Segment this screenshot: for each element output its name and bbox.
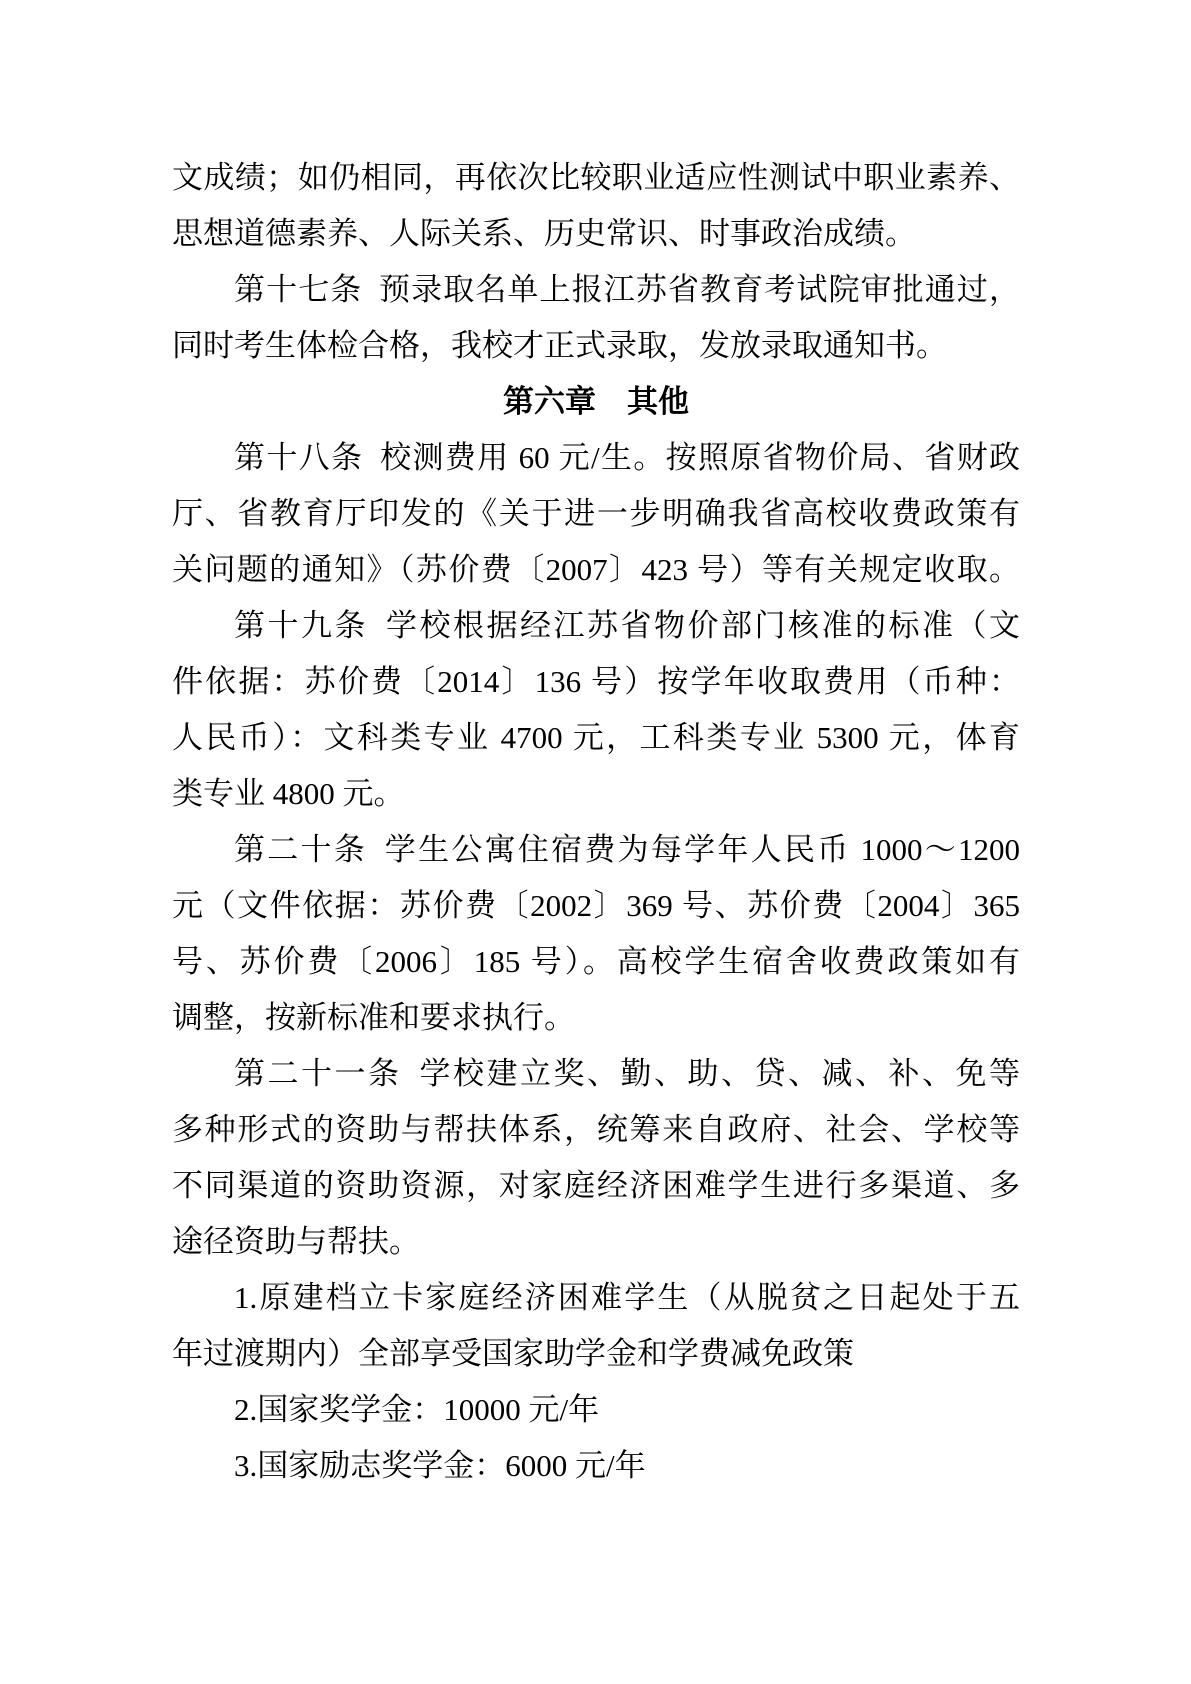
text-line: 元（文件依据：苏价费〔2002〕369 号、苏价费〔2004〕365 (172, 888, 1020, 923)
text-line: 第十九条 学校根据经江苏省物价部门核准的标准（文 (234, 608, 1020, 643)
text-line: 思想道德素养、人际关系、历史常识、时事政治成绩。 (172, 216, 916, 251)
text-line: 关问题的通知》（苏价费〔2007〕423 号）等有关规定收取。 (172, 552, 1020, 587)
text-line: 年过渡期内）全部享受国家助学金和学费减免政策 (172, 1336, 854, 1371)
text-line: 途径资助与帮扶。 (172, 1224, 420, 1259)
text-line: 第十七条 预录取名单上报江苏省教育考试院审批通过， (234, 272, 1020, 307)
text-line: 人民币）：文科类专业 4700 元，工科类专业 5300 元，体育 (172, 720, 1020, 755)
text-line: 类专业 4800 元。 (172, 776, 405, 811)
text-line: 1.原建档立卡家庭经济困难学生（从脱贫之日起处于五 (234, 1280, 1020, 1315)
document-content (172, 150, 1020, 1494)
chapter-heading: 第六章 其他 (503, 384, 689, 419)
text-line: 不同渠道的资助资源，对家庭经济困难学生进行多渠道、多 (172, 1168, 1020, 1203)
text-line: 第二十一条 学校建立奖、勤、助、贷、减、补、免等 (234, 1056, 1020, 1091)
text-line: 2.国家奖学金：10000 元/年 (234, 1392, 600, 1427)
text-line: 件依据：苏价费〔2014〕136 号）按学年收取费用（币种： (172, 664, 1020, 699)
text-line: 调整，按新标准和要求执行。 (172, 1000, 575, 1035)
text-line: 3.国家励志奖学金：6000 元/年 (234, 1448, 646, 1483)
text-line: 号、苏价费〔2006〕185 号）。高校学生宿舍收费政策如有 (172, 944, 1020, 979)
text-line: 厅、省教育厅印发的《关于进一步明确我省高校收费政策有 (172, 496, 1020, 531)
text-line: 第十八条 校测费用 60 元/生。按照原省物价局、省财政 (234, 440, 1020, 475)
text-line: 同时考生体检合格，我校才正式录取，发放录取通知书。 (172, 328, 947, 363)
text-line: 多种形式的资助与帮扶体系，统筹来自政府、社会、学校等 (172, 1112, 1020, 1147)
text-line: 第二十条 学生公寓住宿费为每学年人民币 1000～1200 (234, 832, 1020, 867)
text-line: 文成绩；如仍相同，再依次比较职业适应性测试中职业素养、 (172, 160, 1020, 195)
